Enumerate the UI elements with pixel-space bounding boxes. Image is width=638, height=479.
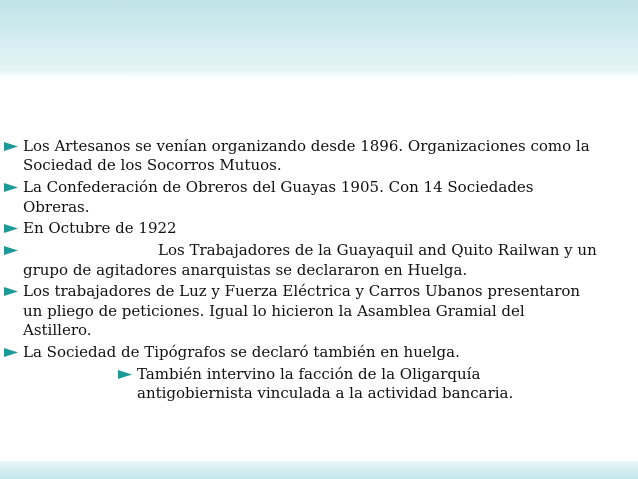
bullet-text-trabajadores-railwan: Los Trabajadores de la Guayaquil and Quito Railwan y un grupo de agitadores anarquistas se declararon en Huelga. (23, 241, 597, 279)
teal-triangle-bullet-icon (4, 246, 18, 255)
bullet-text-tipografos: La Sociedad de Tipógrafos se declaró también en huelga. (23, 343, 460, 362)
bullet-item-tipografos (3, 343, 597, 362)
bullet-item-confederacion (3, 178, 597, 217)
slide-bottom-band (0, 461, 638, 479)
teal-triangle-bullet-icon (118, 370, 132, 379)
teal-triangle-bullet-icon (4, 183, 18, 192)
bullet-text-confederacion: La Confederación de Obreros del Guayas 1905. Con 14 Sociedades Obreras. (23, 178, 534, 216)
slide-top-band (0, 0, 638, 78)
teal-triangle-bullet-icon (4, 142, 18, 151)
teal-triangle-bullet-icon (4, 224, 18, 233)
bullet-item-artesanos (3, 137, 597, 176)
bullet-text-luz-fuerza: Los trabajadores de Luz y Fuerza Eléctrica y Carros Ubanos presentaron un pliego de peticiones. Igual lo hicieron la Asamblea Gramial del Astillero. (23, 282, 581, 340)
bullet-item-luz-fuerza (3, 282, 597, 340)
bullet-list (0, 137, 638, 406)
bullet-item-octubre (3, 219, 597, 238)
sub-bullet-item-oligarquia (118, 365, 577, 404)
bullet-text-artesanos: Los Artesanos se venían organizando desde 1896. Organizaciones como la Sociedad de los Socorros Mutuos. (23, 137, 590, 175)
bullet-item-trabajadores-railwan (3, 241, 597, 280)
bullet-text-octubre: En Octubre de 1922 (23, 219, 177, 238)
bullet-text-oligarquia: También intervino la facción de la Oligarquía antigobiernista vinculada a la actividad bancaria. (137, 364, 514, 403)
teal-triangle-bullet-icon (4, 348, 18, 357)
teal-triangle-bullet-icon (4, 287, 18, 296)
